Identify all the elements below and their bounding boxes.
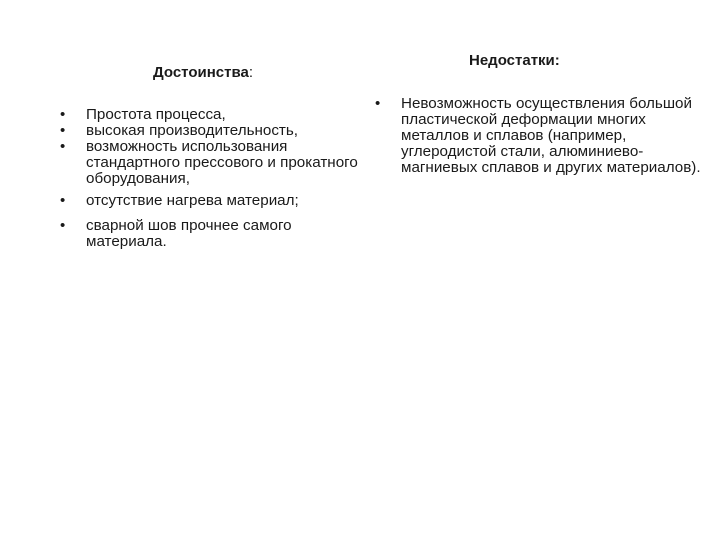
bullet-icon: •: [60, 138, 66, 155]
advantages-heading-text: Достоинства: [153, 64, 249, 81]
list-item: [60, 106, 376, 123]
list-item: [375, 95, 701, 176]
advantages-list: [60, 106, 376, 250]
advantages-heading: [153, 64, 253, 82]
disadvantages-list: [375, 95, 701, 176]
list-item: [60, 138, 376, 187]
list-item: [60, 192, 376, 209]
list-item: [60, 122, 376, 139]
bullet-icon: •: [375, 95, 381, 112]
list-item-text: Простота процесса,: [86, 106, 226, 123]
list-item-text: Невозможность осуществления большой пластической деформации многих металлов и сплавов (например, углеродистой стали, алюминиево-магниевых сплавов и других материалов).: [401, 95, 701, 176]
advantages-heading-colon: :: [248, 64, 253, 81]
list-item-text: отсутствие нагрева материал;: [86, 192, 299, 209]
list-item-text: сварной шов прочнее самого материала.: [86, 217, 292, 250]
bullet-icon: •: [60, 192, 66, 209]
bullet-icon: •: [60, 122, 66, 139]
list-item: [60, 217, 376, 250]
bullet-icon: •: [60, 217, 66, 234]
disadvantages-heading: Недостатки:: [469, 52, 560, 69]
list-item-text: возможность использования стандартного прессового и прокатного оборудования,: [86, 138, 358, 187]
list-item-text: высокая производительность,: [86, 122, 299, 139]
bullet-icon: •: [60, 106, 66, 123]
